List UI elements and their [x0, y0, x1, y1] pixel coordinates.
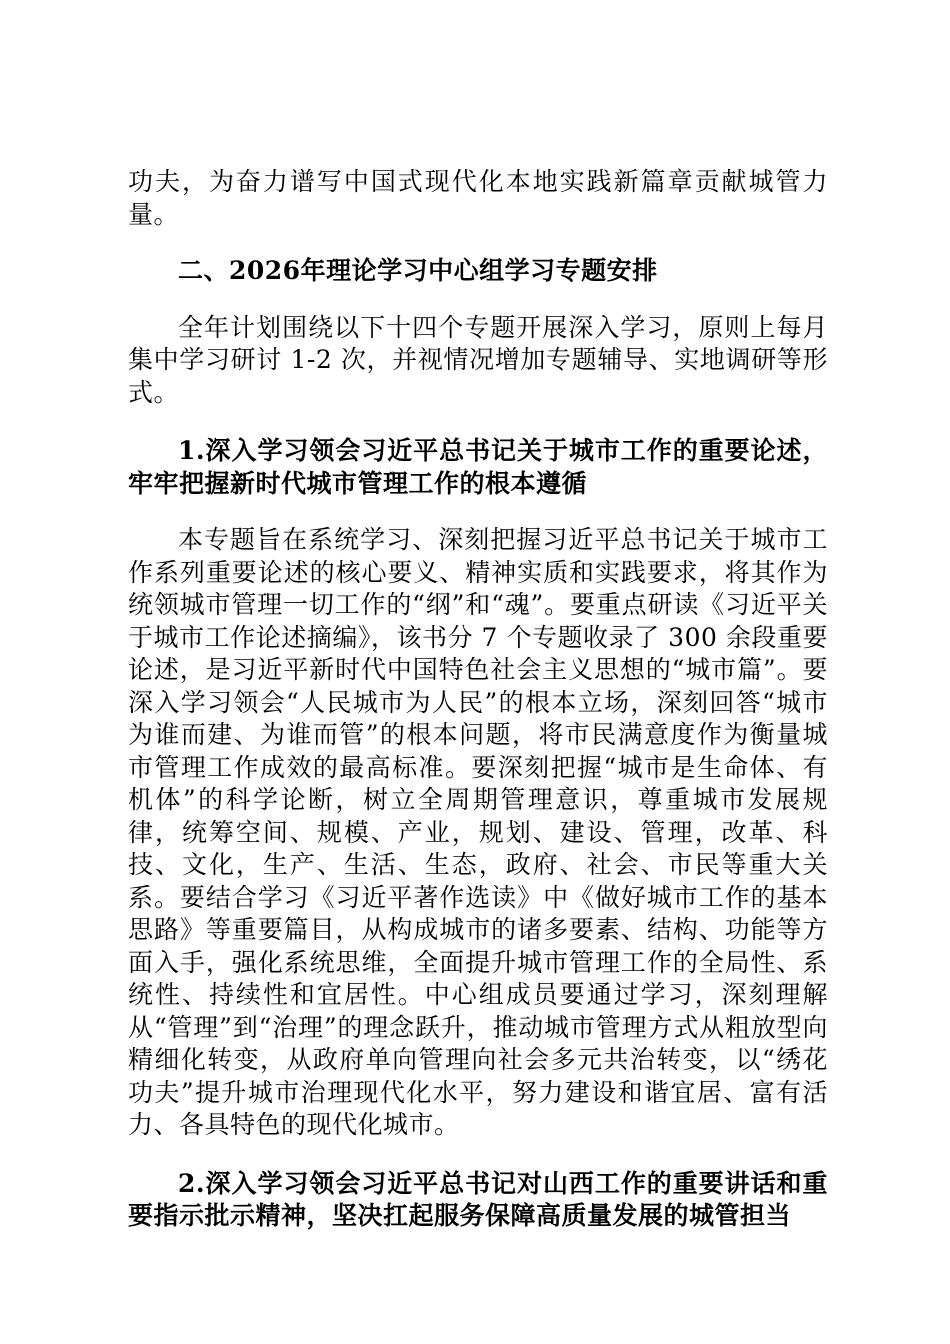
paragraph-continuation: 功夫，为奋力谱写中国式现代化本地实践新篇章贡献城管力量。: [128, 167, 828, 229]
section-heading: 二、2026年理论学习中心组学习专题安排: [178, 256, 658, 285]
document-body: [128, 166, 828, 1233]
paragraph-intro: 全年计划围绕以下十四个专题开展深入学习，原则上每月集中学习研讨 1-2 次，并视情况增加专题辅导、实地调研等形式。: [128, 312, 828, 407]
topic-heading-2: 2.深入学习领会习近平总书记对山西工作的重要讲话和重要指示批示精神，坚决扛起服务保障高质量发展的城管担当: [128, 1168, 828, 1230]
topic-heading-1: 1.深入学习领会习近平总书记关于城市工作的重要论述，牢牢把握新时代城市管理工作的根本遵循: [128, 436, 828, 498]
paragraph-topic-1: 本专题旨在系统学习、深刻把握习近平总书记关于城市工作系列重要论述的核心要义、精神实质和实践要求，将其作为统领城市管理一切工作的“纲”和“魂”。要重点研读《习近平关于城市工作论述摘编》，该书分 7 个专题收录了 300 余段重要论述，是习近平新时代中国特色社会主义思想的“城市篇”。要深入学习领会“人民城市为人民”的根本立场，深刻回答“城市为谁而建、为谁而管”的根本问题，将市民满意度作为衡量城市管理工作成效的最高标准。要深刻把握“城市是生命体、有机体”的科学论断，树立全周期管理意识，尊重城市发展规律，统筹空间、规模、产业，规划、建设、管理，改革、科技、文化，生产、生活、生态，政府、社会、市民等重大关系。要结合学习《习近平著作选读》中《做好城市工作的基本思路》等重要篇目，从构成城市的诸多要素、结构、功能等方面入手，强化系统思维，全面提升城市管理工作的全局性、系统性、持续性和宜居性。中心组成员要通过学习，深刻理解从“管理”到“治理”的理念跃升，推动城市管理方式从粗放型向精细化转变，从政府单向管理向社会多元共治转变，以“绣花功夫”提升城市治理现代化水平，努力建设和谐宜居、富有活力、各具特色的现代化城市。: [128, 525, 828, 1139]
